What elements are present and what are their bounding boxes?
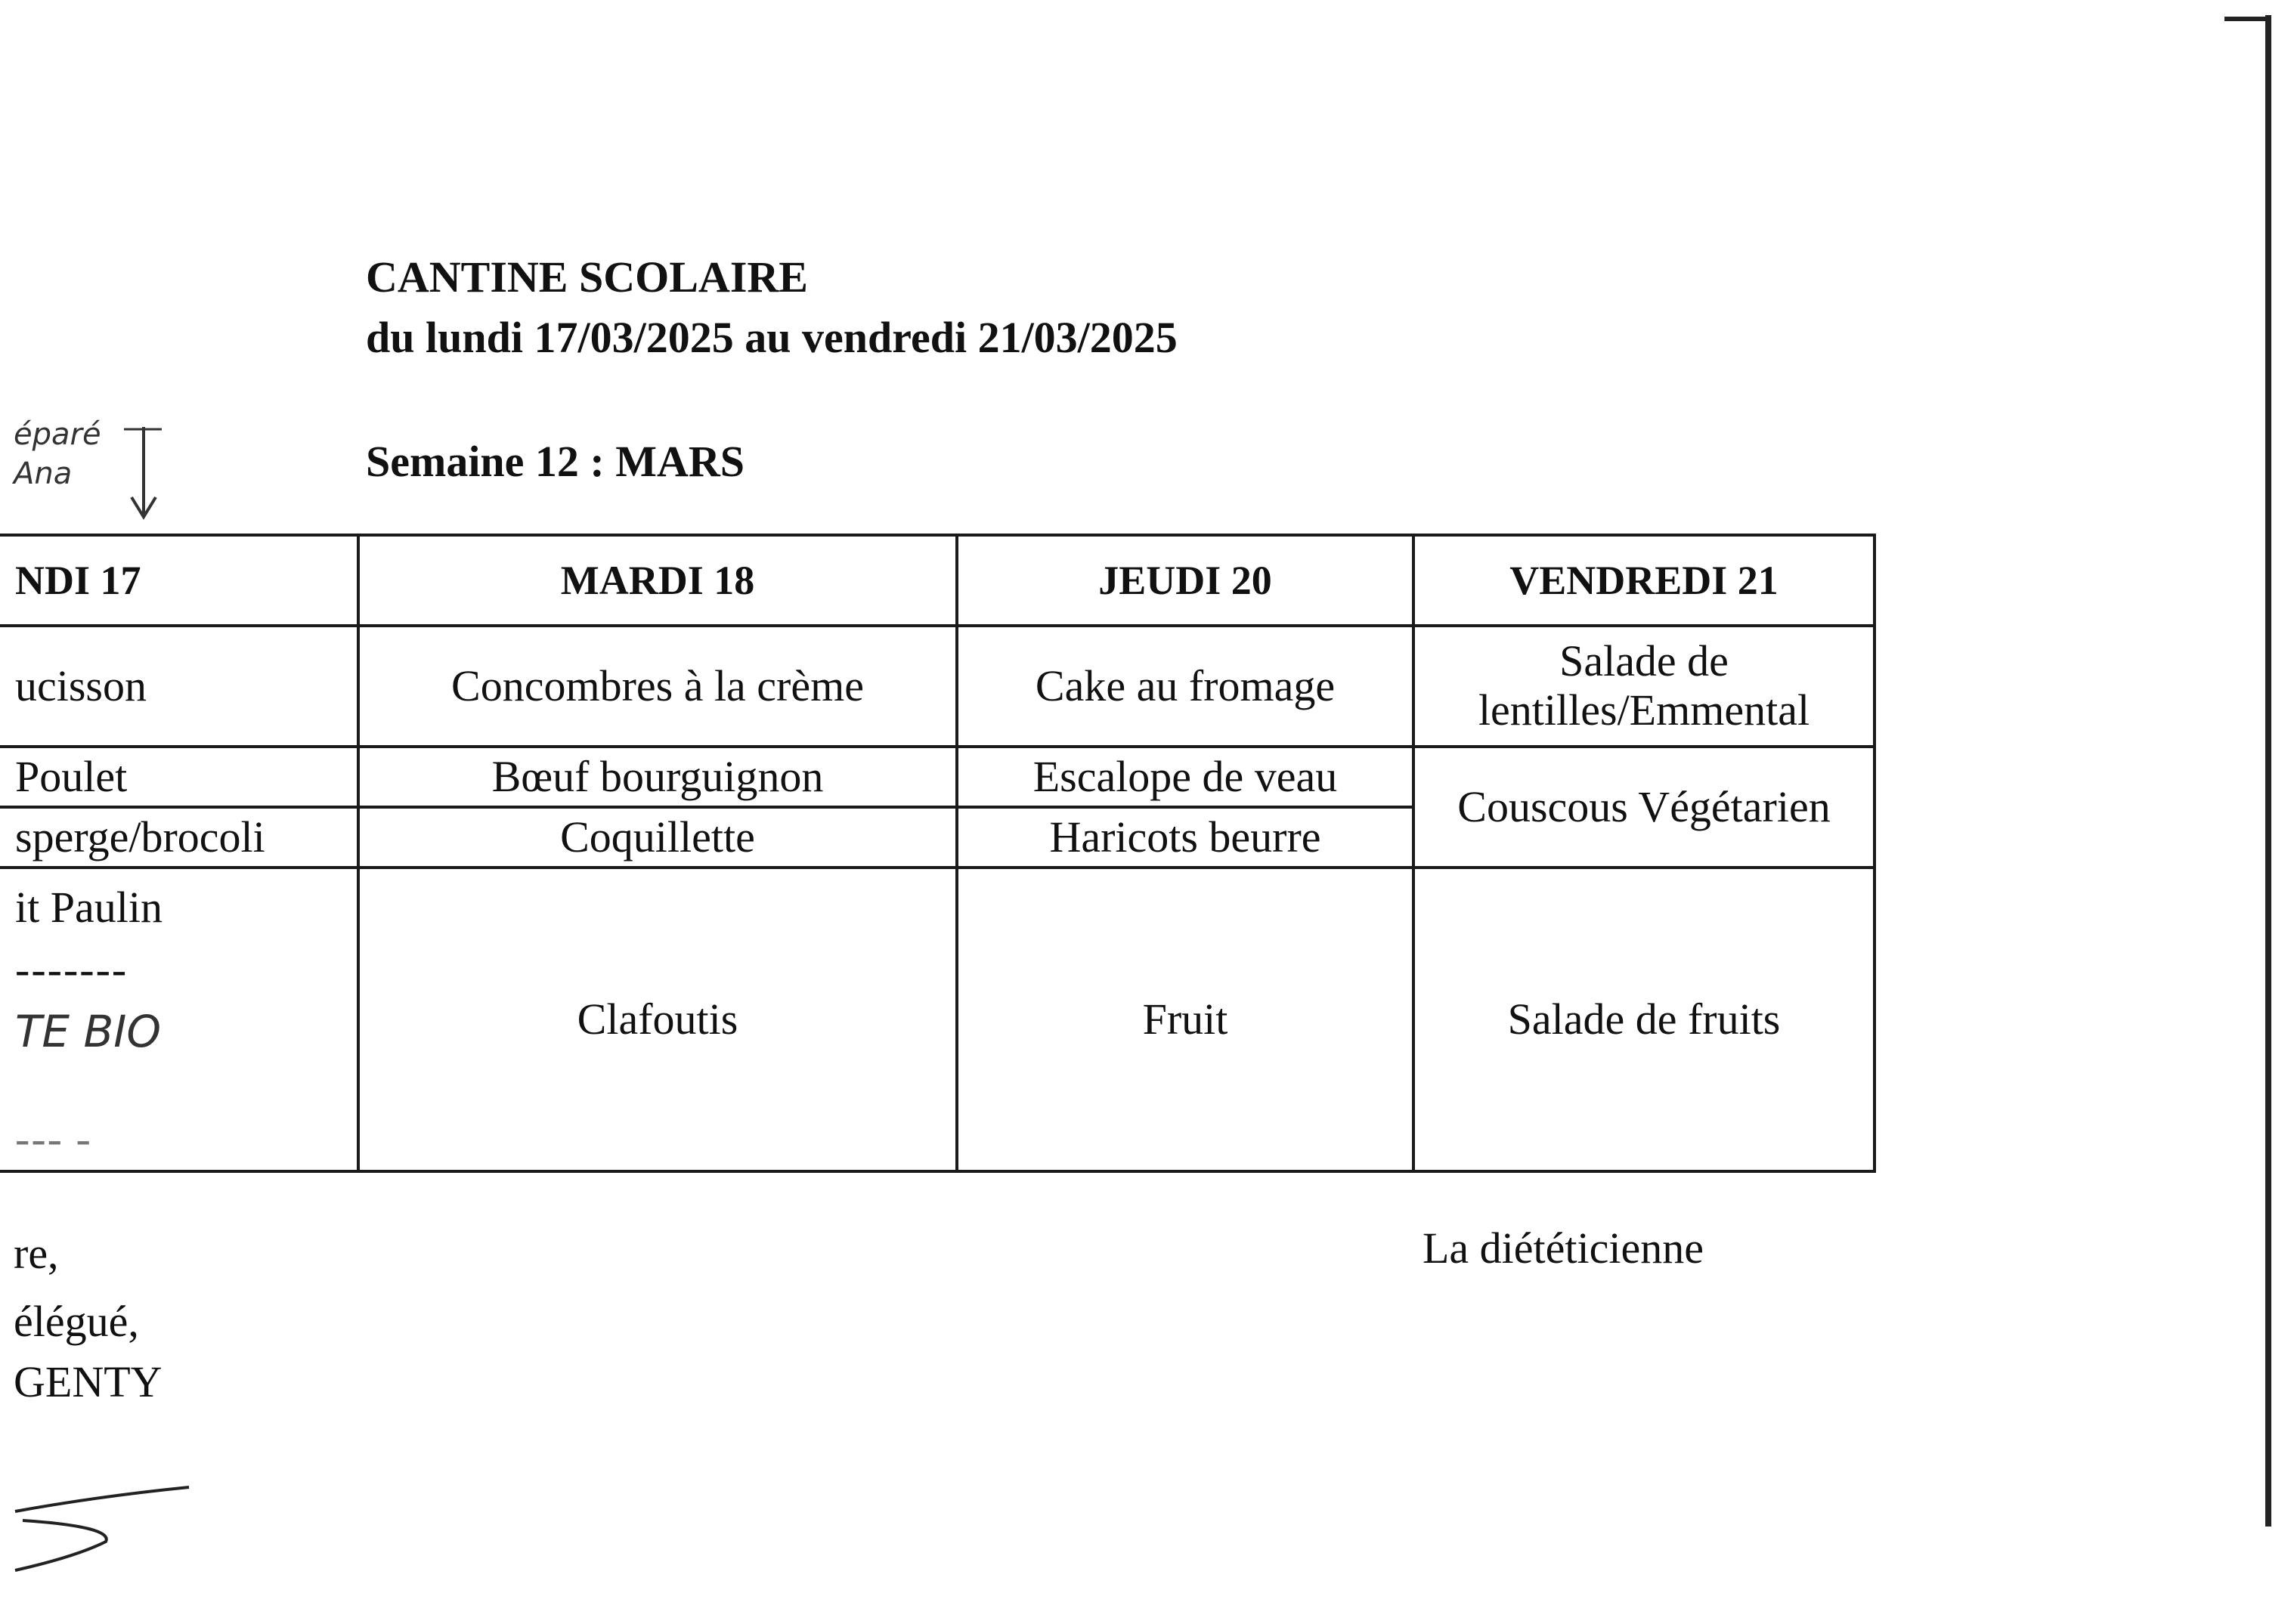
starter-row <box>0 626 1875 747</box>
scan-edge-corner <box>2224 17 2271 21</box>
dessert-row <box>0 868 1875 1171</box>
side-lundi: sperge/brocoli <box>0 807 358 868</box>
main-mardi: Bœuf bourguignon <box>358 747 957 807</box>
side-mardi: Coquillette <box>358 807 957 868</box>
signature-left-line3: GENTY <box>14 1357 163 1406</box>
menu-table <box>0 534 1876 1173</box>
signature-dietitian: La diététicienne <box>1423 1223 1704 1273</box>
header-mardi: MARDI 18 <box>358 535 957 626</box>
week-label: Semaine 12 : MARS <box>366 437 745 486</box>
dessert-vendredi: Salade de fruits <box>1413 868 1875 1171</box>
header-jeudi: JEUDI 20 <box>957 535 1413 626</box>
handwritten-note-line1: éparé <box>14 417 101 452</box>
signature-left-line1: re, <box>14 1229 59 1278</box>
main-jeudi: Escalope de veau <box>957 747 1413 807</box>
header-vendredi: VENDREDI 21 <box>1413 535 1875 626</box>
dessert-lundi-cheese: it Paulin <box>15 883 163 932</box>
dessert-lundi <box>0 868 358 1171</box>
handwritten-signature-icon <box>8 1474 204 1587</box>
starter-lundi: ucisson <box>0 626 358 747</box>
header-row <box>0 535 1875 626</box>
signature-left-line2: élégué, <box>14 1297 139 1346</box>
dessert-lundi-faint-dashes: --- - <box>15 1114 92 1163</box>
main-vendredi: Couscous Végétarien <box>1413 747 1875 868</box>
starter-vendredi: Salade de lentilles/Emmental <box>1413 626 1875 747</box>
date-range: du lundi 17/03/2025 au vendredi 21/03/2025 <box>366 313 1178 362</box>
dessert-mardi: Clafoutis <box>358 868 957 1171</box>
main-lundi: Poulet <box>0 747 358 807</box>
side-jeudi: Haricots beurre <box>957 807 1413 868</box>
handwritten-arrow-icon <box>121 423 166 529</box>
document-title: CANTINE SCOLAIRE <box>366 252 808 302</box>
dessert-jeudi: Fruit <box>957 868 1413 1171</box>
dessert-lundi-handwritten: TE BIO <box>15 1006 162 1057</box>
starter-mardi: Concombres à la crème <box>358 626 957 747</box>
scan-edge-shadow <box>2265 15 2271 1527</box>
dessert-lundi-separator: ------- <box>15 945 128 994</box>
handwritten-note-line2: Ana <box>14 456 73 491</box>
main-row <box>0 747 1875 807</box>
header-lundi: NDI 17 <box>0 535 358 626</box>
starter-jeudi: Cake au fromage <box>957 626 1413 747</box>
